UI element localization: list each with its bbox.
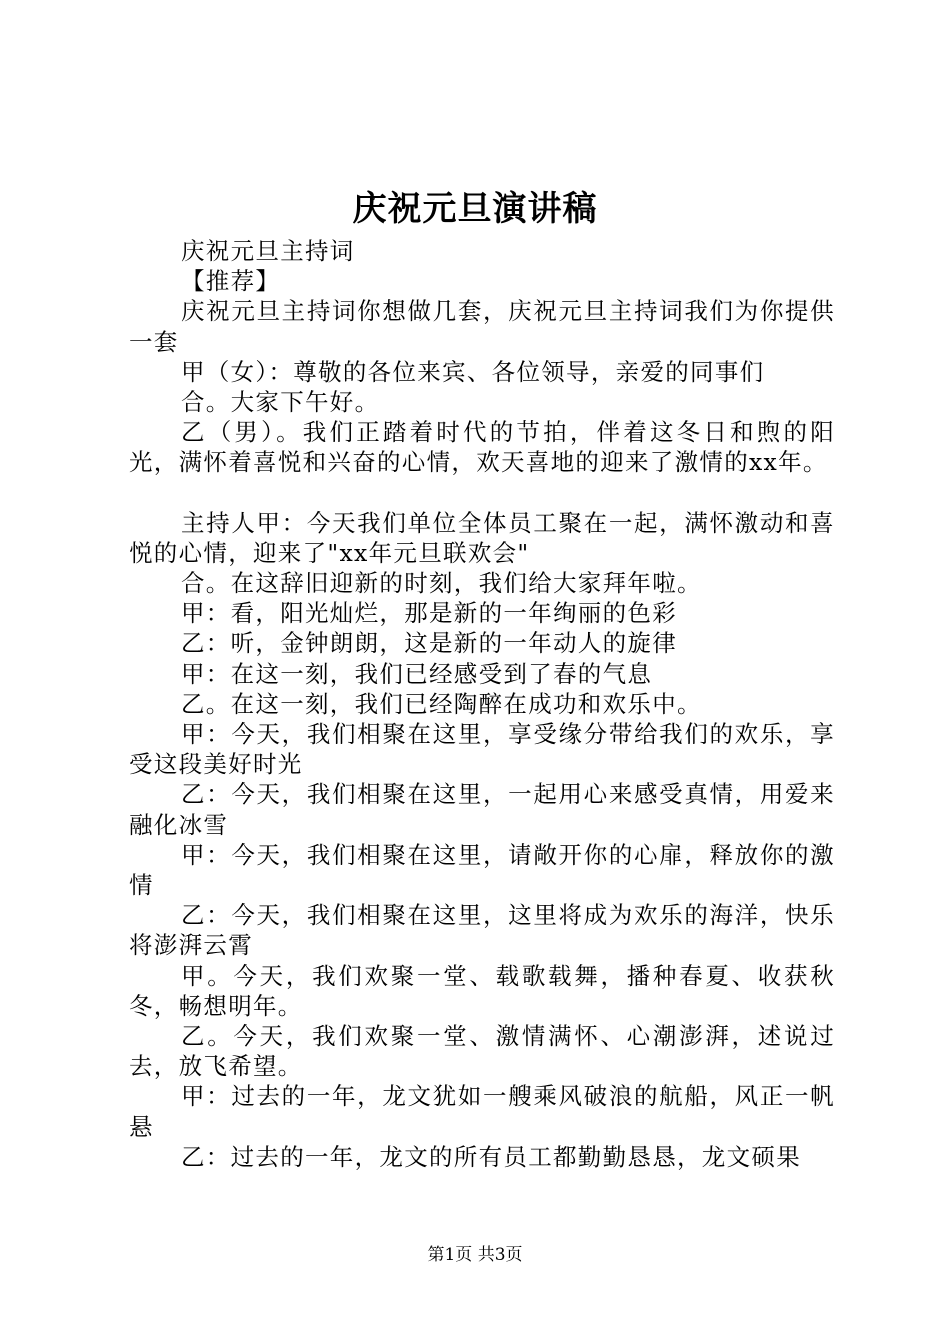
document-title: 庆祝元旦演讲稿 xyxy=(352,189,598,229)
paragraph: 甲：看，阳光灿烂，那是新的一年绚丽的色彩 xyxy=(181,599,677,628)
paragraph: 乙：过去的一年，龙文的所有员工都勤勤恳恳，龙文硕果 xyxy=(181,1142,801,1171)
paragraph: 甲：在这一刻，我们已经感受到了春的气息 xyxy=(181,659,653,688)
paragraph: 庆祝元旦主持词你想做几套，庆祝元旦主持词我们为你提供一套 xyxy=(129,297,835,356)
paragraph: 庆祝元旦主持词 xyxy=(181,237,355,265)
paragraph: 乙：听，金钟朗朗，这是新的一年动人的旋律 xyxy=(181,629,677,658)
document-body xyxy=(129,236,835,1172)
paragraph: 合。大家下午好。 xyxy=(181,388,380,417)
paragraph: 甲。今天，我们欢聚一堂、载歌载舞，播种春夏、收获秋冬，畅想明年。 xyxy=(129,961,835,1020)
paragraph: 乙。在这一刻，我们已经陶醉在成功和欢乐中。 xyxy=(181,689,702,718)
paragraph: 乙（男）。我们正踏着时代的节拍，伴着这冬日和煦的阳光，满怀着喜悦和兴奋的心情，欢天喜地的迎来了激情的xx年。 xyxy=(129,418,835,477)
paragraph: 主持人甲：今天我们单位全体员工聚在一起，满怀激动和喜悦的心情，迎来了"xx年元旦联欢会" xyxy=(129,508,835,567)
paragraph: 甲：今天，我们相聚在这里，请敞开你的心扉，释放你的激情 xyxy=(129,840,835,900)
paragraph: 合。在这辞旧迎新的时刻，我们给大家拜年啦。 xyxy=(181,569,702,598)
page-footer: 第1页 共3页 xyxy=(427,1245,523,1265)
paragraph: 乙：今天，我们相聚在这里，一起用心来感受真情，用爱来融化冰雪 xyxy=(129,780,835,839)
paragraph: 乙。今天，我们欢聚一堂、激情满怀、心潮澎湃，述说过去，放飞希望。 xyxy=(129,1022,835,1081)
paragraph: 乙：今天，我们相聚在这里，这里将成为欢乐的海洋，快乐将澎湃云霄 xyxy=(129,901,835,960)
paragraph: 甲：今天，我们相聚在这里，享受缘分带给我们的欢乐，享受这段美好时光 xyxy=(129,720,835,779)
paragraph: 甲（女）：尊敬的各位来宾、各位领导，亲爱的同事们 xyxy=(181,357,765,386)
paragraph: 甲：过去的一年，龙文犹如一艘乘风破浪的航船，风正一帆悬 xyxy=(129,1082,835,1141)
paragraph: 【推荐】 xyxy=(181,267,281,296)
